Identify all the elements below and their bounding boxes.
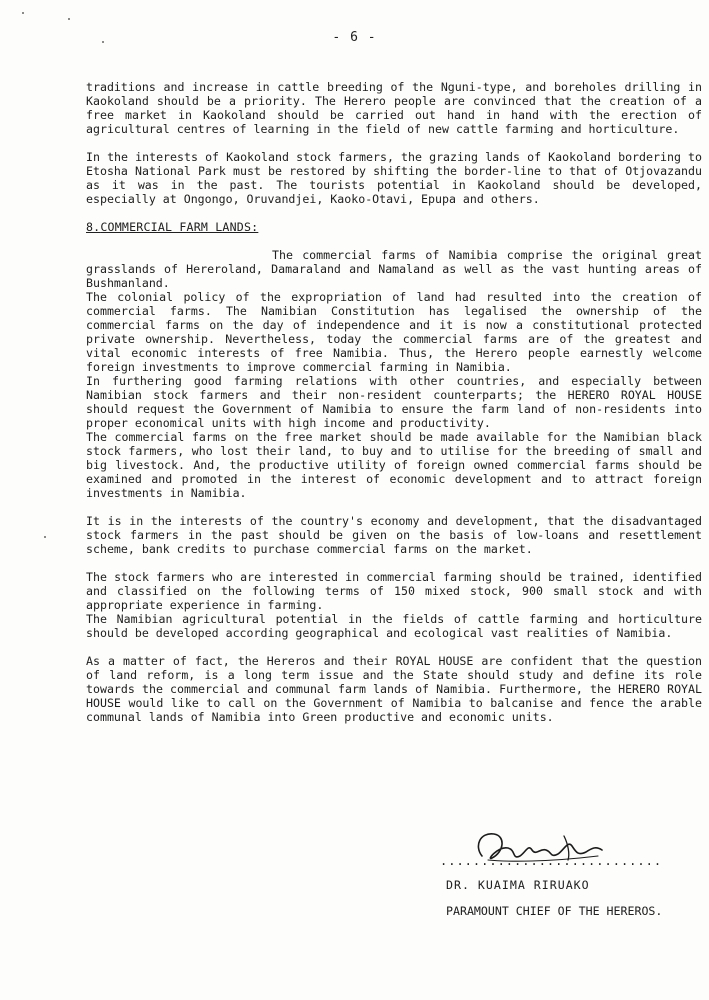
paragraph-disadvantaged-farmers: It is in the interests of the country's economy and development, that the disadvantaged stock farmers in the past should be given on the basis of low-loans and resettlement scheme, bank credits to purchase commercial farms on the market.: [86, 514, 702, 556]
paragraph-free-market: The commercial farms on the free market should be made available for the Namibian black stock farmers, who lost their land, to buy and to utilise for the breeding of small and big livestock. And, the productive utility of foreign owned commercial farms should be examined and promoted in the interest of economic development and to attract foreign investments in Namibia.: [86, 430, 702, 500]
scan-speck: [22, 12, 24, 14]
paragraph-farming-relations: In furthering good farming relations with other countries, and especially between Namibian stock farmers and their non-resident counterparts; the HERERO ROYAL HOUSE should request the Government of Namibia to ensure the farm land of non-residents into proper economical units with high income and productivity.: [86, 374, 702, 430]
signature-block: [440, 826, 700, 918]
paragraph-colonial-policy: The colonial policy of the expropriation of land had resulted into the creation of commercial farms. The Namibian Constitution has legalised the ownership of the commercial farms on the day of independence and it is now a constitutional protected private ownership. Nevertheless, today the commercial farms are of the greatest and vital economic interests of free Namibia. Thus, the Herero people earnestly welcome foreign investments to improve commercial farming in Namibia.: [86, 290, 702, 374]
paragraph-kaokoland-cattle: traditions and increase in cattle breeding of the Nguni-type, and boreholes drilling in Kaokoland should be a priority. The Herero people are convinced that the creation of a free market in Kaokoland should be carried out hand in hand with the erection of agricultural centres of learning in the field of new cattle farming and horticulture.: [86, 80, 702, 136]
paragraph-commercial-farms: The commercial farms of Namibia comprise the original great grasslands of Hereroland, Damaraland and Namaland as well as the vast hunting areas of Bushmanland.: [86, 248, 702, 290]
paragraph-land-reform: As a matter of fact, the Hereros and their ROYAL HOUSE are confident that the question of land reform, is a long term issue and the State should study and define its role towards the commercial and communal farm lands of Namibia. Furthermore, the HERERO ROYAL HOUSE would like to call on the Government of Namibia to balcanise and fence the arable communal lands of Namibia into Green productive and economic units.: [86, 654, 702, 724]
scan-speck: [44, 536, 46, 538]
section-heading: [86, 220, 702, 234]
scan-speck: [68, 18, 70, 20]
document-body: [86, 80, 702, 724]
paragraph-agricultural-potential: The Namibian agricultural potential in the fields of cattle farming and horticulture should be developed according geographical and ecological vast realities of Namibia.: [86, 612, 702, 640]
section-number: 8.: [86, 220, 101, 234]
page-number: - 6 -: [332, 30, 377, 45]
paragraph-kaokoland-grazing: In the interests of Kaokoland stock farmers, the grazing lands of Kaokoland bordering to Etosha National Park must be restored by shifting the border-line to that of Otjovazandu as it was in the past. The tourists potential in Kaokoland should be developed, especially at Ongongo, Oruvandjei, Kaoko-Otavi, Epupa and others.: [86, 150, 702, 206]
signature-dotted-line: ...........................: [440, 854, 663, 868]
section-title: COMMERCIAL FARM LANDS:: [100, 220, 259, 234]
signatory-name: DR. KUAIMA RIRUAKO: [446, 878, 590, 892]
signature-line: [440, 826, 700, 870]
signatory-title: PARAMOUNT CHIEF OF THE HEREROS.: [446, 904, 663, 918]
paragraph-training: The stock farmers who are interested in commercial farming should be trained, identified and classified on the following terms of 150 mixed stock, 900 small stock and with appropriate experience in farming.: [86, 570, 702, 612]
